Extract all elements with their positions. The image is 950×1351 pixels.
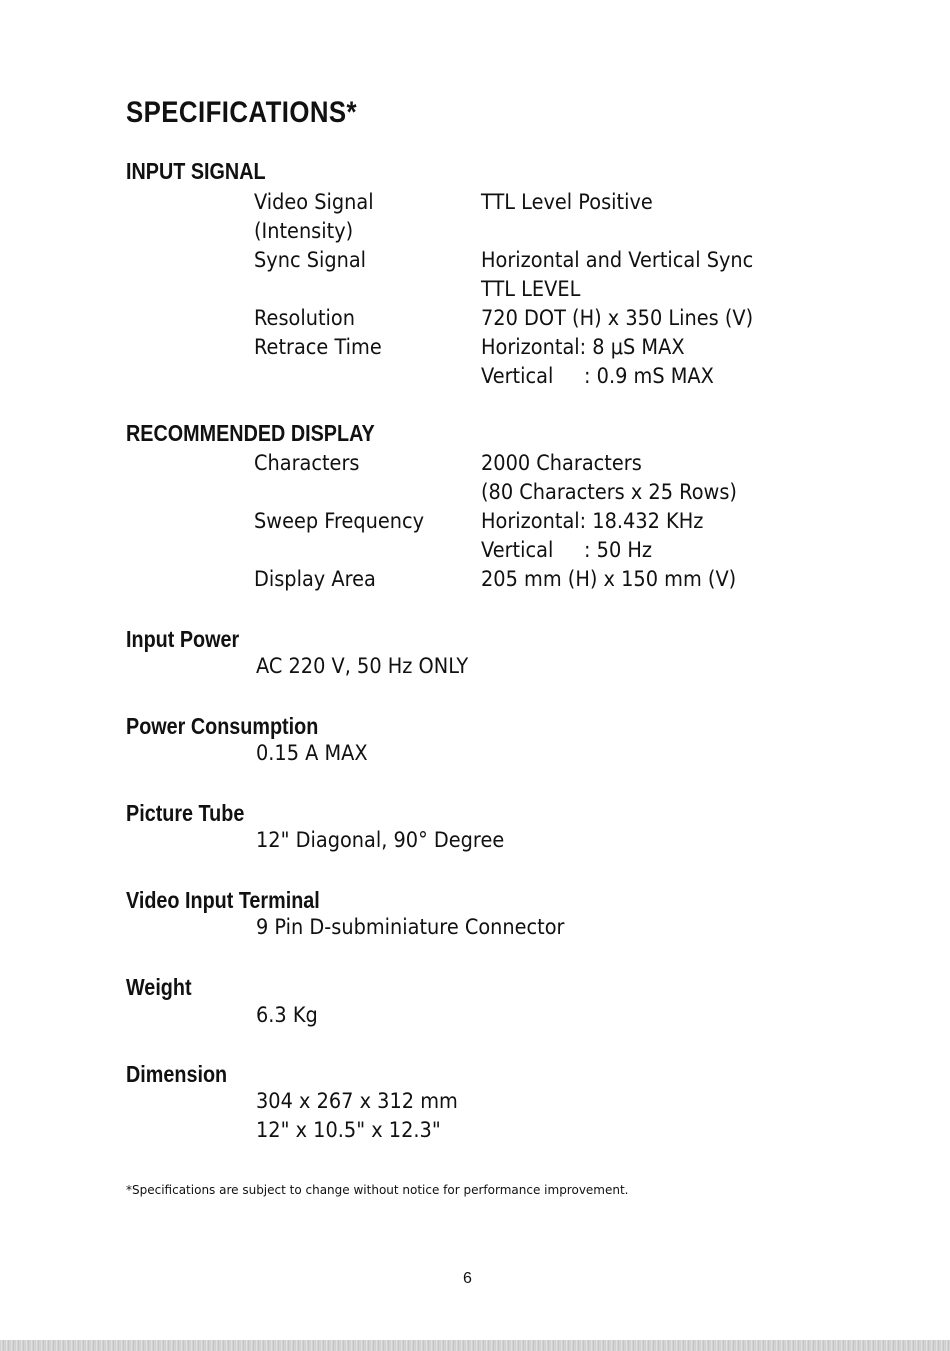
picture-tube-heading: Picture Tube bbox=[126, 800, 245, 826]
sync-signal-value-line-1: Horizontal and Vertical Sync bbox=[481, 248, 754, 272]
sync-signal-value bbox=[481, 246, 753, 304]
characters-value-line-1: 2000 Characters bbox=[481, 451, 642, 475]
power-consumption-heading: Power Consumption bbox=[126, 713, 319, 739]
sync-signal-label: Sync Signal bbox=[254, 248, 367, 272]
video-input-terminal-value: 9 Pin D-subminiature Connector bbox=[256, 915, 565, 939]
retrace-time-label: Retrace Time bbox=[254, 335, 382, 359]
page-number: 6 bbox=[463, 1270, 472, 1287]
video-signal-label-line-1: Video Signal bbox=[254, 190, 374, 214]
video-signal-label bbox=[254, 188, 374, 246]
characters-label: Characters bbox=[254, 451, 360, 475]
picture-tube-value: 12" Diagonal, 90° Degree bbox=[256, 828, 505, 852]
power-consumption-value: 0.15 A MAX bbox=[256, 741, 368, 765]
video-input-terminal-heading: Video Input Terminal bbox=[126, 887, 320, 913]
characters-value bbox=[481, 449, 737, 507]
page-title: SPECIFICATIONS* bbox=[126, 96, 358, 129]
display-area-label: Display Area bbox=[254, 567, 376, 591]
sweep-frequency-value bbox=[481, 507, 703, 565]
dimension-metric: 304 x 267 x 312 mm bbox=[256, 1089, 458, 1113]
dimension-value bbox=[256, 1087, 458, 1145]
display-area-value: 205 mm (H) x 150 mm (V) bbox=[481, 567, 737, 591]
dimension-heading: Dimension bbox=[126, 1061, 228, 1087]
input-signal-heading: INPUT SIGNAL bbox=[126, 158, 266, 184]
retrace-vertical: Vertical : 0.9 mS MAX bbox=[481, 364, 714, 388]
resolution-value: 720 DOT (H) x 350 Lines (V) bbox=[481, 306, 754, 330]
weight-value: 6.3 Kg bbox=[256, 1003, 318, 1027]
retrace-horizontal: Horizontal: 8 μS MAX bbox=[481, 335, 685, 359]
video-signal-label-line-2: (Intensity) bbox=[254, 219, 354, 243]
scan-edge-artifact bbox=[0, 1340, 950, 1351]
footnote: *Specifications are subject to change without notice for performance improvement. bbox=[126, 1183, 629, 1197]
resolution-label: Resolution bbox=[254, 306, 355, 330]
sweep-vertical: Vertical : 50 Hz bbox=[481, 538, 653, 562]
sweep-horizontal: Horizontal: 18.432 KHz bbox=[481, 509, 704, 533]
retrace-time-value bbox=[481, 333, 714, 391]
input-power-value: AC 220 V, 50 Hz ONLY bbox=[256, 654, 469, 678]
video-signal-value: TTL Level Positive bbox=[481, 190, 653, 214]
recommended-display-heading: RECOMMENDED DISPLAY bbox=[126, 420, 375, 446]
sync-signal-value-line-2: TTL LEVEL bbox=[481, 277, 581, 301]
sweep-frequency-label: Sweep Frequency bbox=[254, 509, 425, 533]
input-power-heading: Input Power bbox=[126, 626, 240, 652]
characters-value-line-2: (80 Characters x 25 Rows) bbox=[481, 480, 737, 504]
dimension-imperial: 12" x 10.5" x 12.3" bbox=[256, 1118, 441, 1142]
weight-heading: Weight bbox=[126, 974, 192, 1000]
